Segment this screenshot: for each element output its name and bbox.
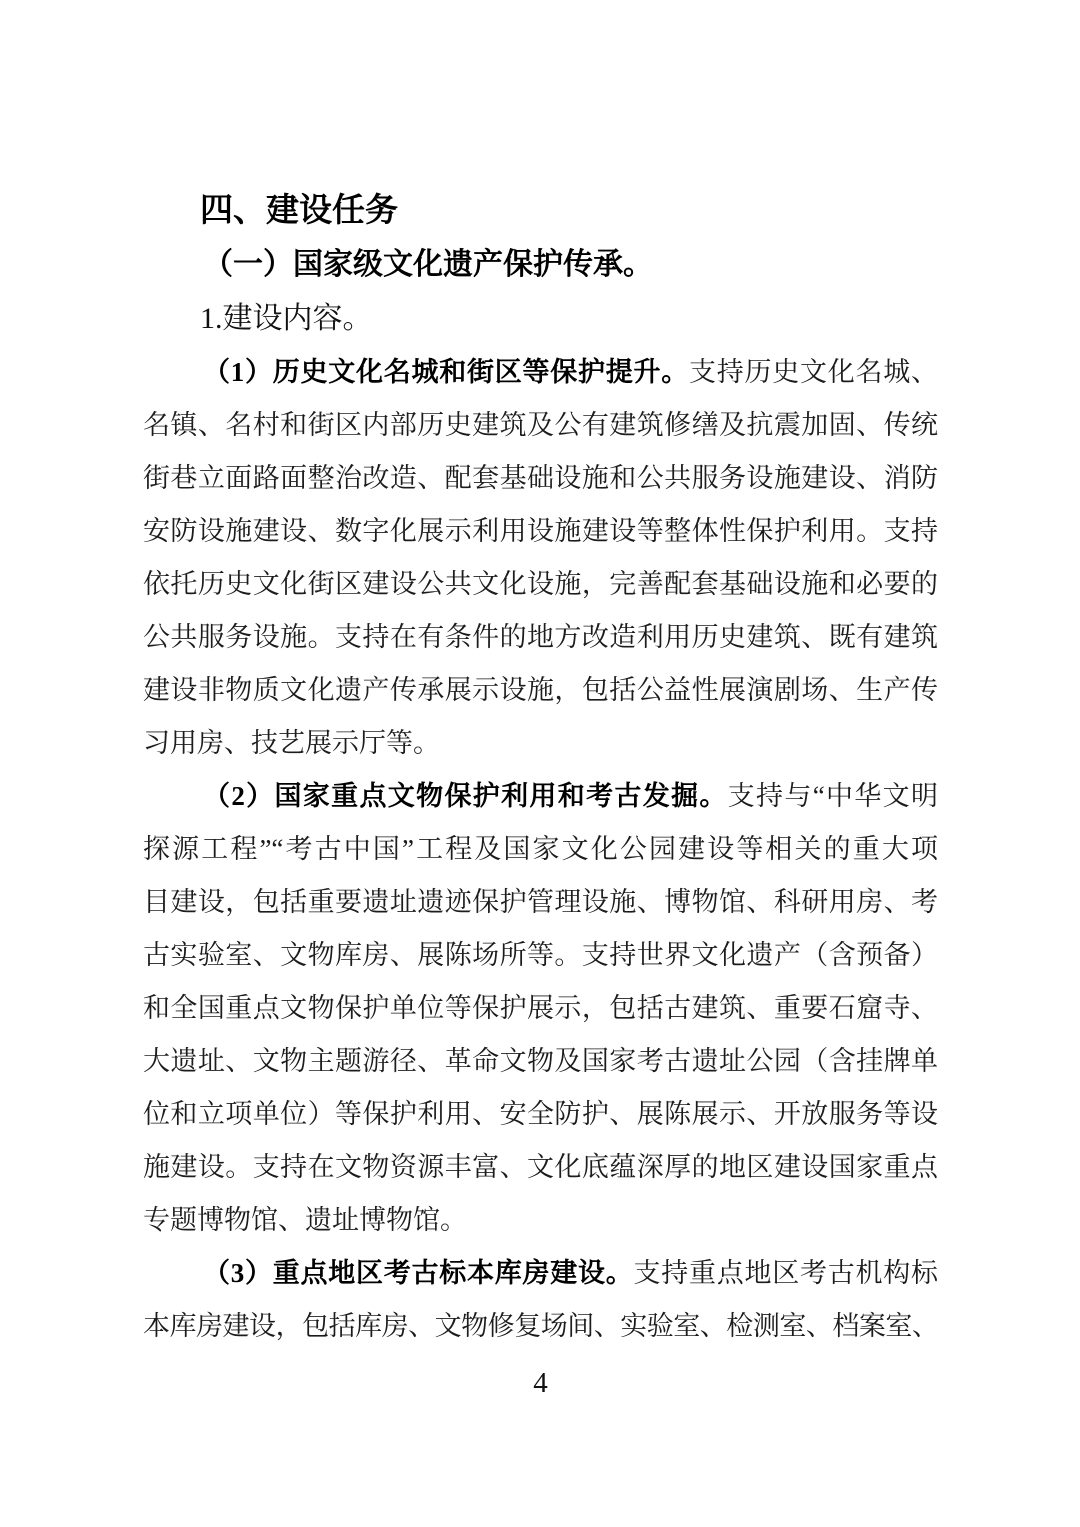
body-line [143,1035,938,1088]
body-line [143,876,938,929]
body-text: 建设非物质文化遗产传承展示设施，包括公益性展演剧场、生产传 [143,675,938,705]
body-text: 依托历史文化街区建设公共文化设施，完善配套基础设施和必要的 [143,569,938,599]
body-text: 安防设施建设、数字化展示利用设施建设等整体性保护利用。支持 [143,516,938,546]
body-line [143,558,938,611]
body-line [143,505,938,558]
body-line [143,1300,938,1353]
body-line [143,770,938,823]
body-text: 支持历史文化名城、 [689,357,938,387]
body-paragraphs [143,346,938,1353]
body-text: 施建设。支持在文物资源丰富、文化底蕴深厚的地区建设国家重点 [143,1152,938,1182]
body-text: 本库房建设，包括库房、文物修复场间、实验室、检测室、档案室、 [143,1311,938,1341]
body-text: 街巷立面路面整治改造、配套基础设施和公共服务设施建设、消防 [143,463,938,493]
body-line [143,452,938,505]
paragraph [143,346,938,770]
body-line [143,982,938,1035]
body-text: 支持重点地区考古机构标 [633,1258,938,1288]
body-text: 习用房、技艺展示厅等。 [143,728,440,758]
body-line [143,1088,938,1141]
body-line [143,1141,938,1194]
paragraph [143,1247,938,1353]
body-text: 探源工程”“考古中国”工程及国家文化公园建设等相关的重大项 [143,834,938,864]
subsection-heading: （一）国家级文化遗产保护传承。 [203,248,653,281]
bold-lead-text: （3）重点地区考古标本库房建设。 [203,1258,634,1288]
body-text: 和全国重点文物保护单位等保护展示，包括古建筑、重要石窟寺、 [143,993,938,1023]
item-heading: 1.建设内容。 [200,302,373,335]
body-text: 古实验室、文物库房、展陈场所等。支持世界文化遗产（含预备） [143,940,938,970]
body-line [143,929,938,982]
paragraph [143,770,938,1247]
body-text: 公共服务设施。支持在有条件的地方改造利用历史建筑、既有建筑 [143,622,938,652]
page-number: 4 [533,1367,548,1399]
body-line [143,346,938,399]
body-line [143,611,938,664]
body-line [143,1247,938,1300]
section-heading: 四、建设任务 [200,191,398,228]
body-text: 支持与“中华文明 [727,781,939,811]
body-line [143,664,938,717]
body-text: 专题博物馆、遗址博物馆。 [143,1205,467,1235]
body-text: 目建设，包括重要遗址遗迹保护管理设施、博物馆、科研用房、考 [143,887,938,917]
body-text: 位和立项单位）等保护利用、安全防护、展陈展示、开放服务等设 [143,1099,938,1129]
bold-lead-text: （2）国家重点文物保护利用和考古发掘。 [203,781,728,811]
body-line [143,717,938,770]
body-text: 名镇、名村和街区内部历史建筑及公有建筑修缮及抗震加固、传统 [143,410,938,440]
body-line [143,1194,938,1247]
bold-lead-text: （1）历史文化名城和街区等保护提升。 [203,357,689,387]
body-line [143,399,938,452]
body-text: 大遗址、文物主题游径、革命文物及国家考古遗址公园（含挂牌单 [143,1046,938,1076]
body-line [143,823,938,876]
